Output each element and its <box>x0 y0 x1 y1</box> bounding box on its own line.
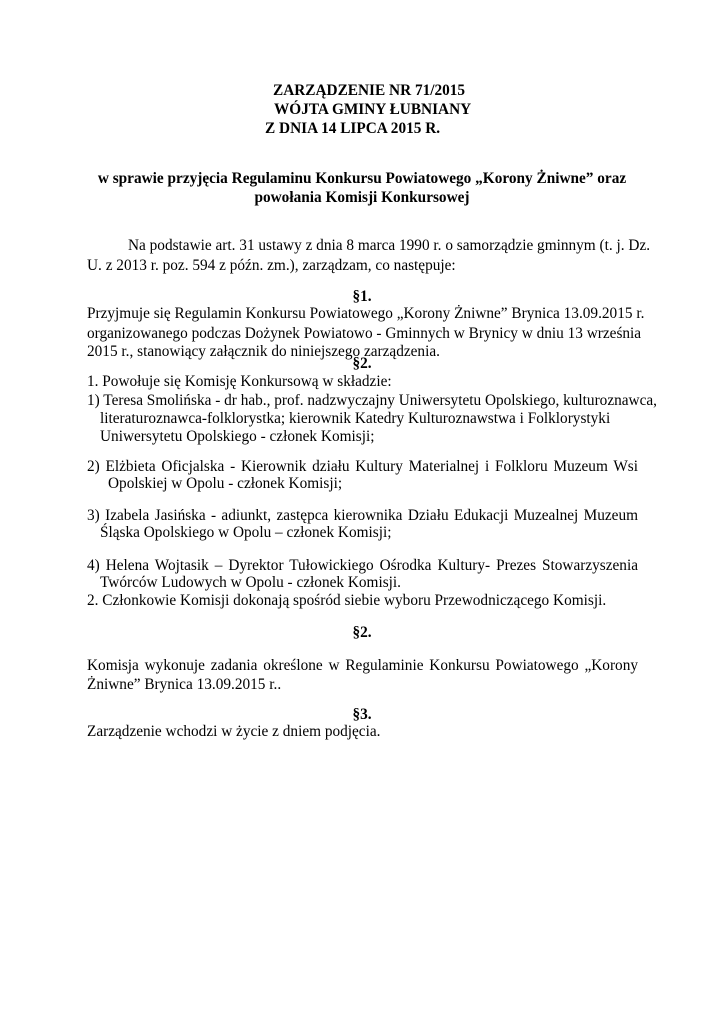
section-2-point-2: 2. Członkowie Komisji dokonają spośród siebie wyboru Przewodniczącego Komisji. <box>87 592 607 609</box>
section-2b-heading: §2. <box>352 624 372 641</box>
member-3-line-2: Śląska Opolskiego w Opolu – członek Komisji; <box>100 524 392 541</box>
decree-number: ZARZĄDZENIE NR 71/2015 <box>273 82 466 99</box>
section-1-line-3: 2015 r., stanowiący załącznik do niniejszego zarządzenia. <box>87 343 440 360</box>
member-2-line-2: Opolskiej w Opolu - członek Komisji; <box>108 475 343 492</box>
member-4-line-2: Twórców Ludowych w Opolu - członek Komisji. <box>100 574 401 591</box>
section-2b-line-1: Komisja wykonuje zadania określone w Regulaminie Konkursu Powiatowego „Korony <box>87 657 638 674</box>
subject-line-1: w sprawie przyjęcia Regulaminu Konkursu Powiatowego „Korony Żniwne” oraz <box>97 170 627 187</box>
section-3-heading: §3. <box>352 706 372 723</box>
preamble-line-2: U. z 2013 r. poz. 594 z późn. zm.), zarządzam, co następuje: <box>87 257 456 274</box>
member-3-line-1: 3) Izabela Jasińska - adiunkt, zastępca kierownika Działu Edukacji Muzealnej Muzeum <box>87 507 638 524</box>
member-2-line-1: 2) Elżbieta Oficjalska - Kierownik działu Kultury Materialnej i Folkloru Muzeum Wsi <box>87 458 638 475</box>
section-1-line-1: Przyjmuje się Regulamin Konkursu Powiatowego „Korony Żniwne” Brynica 13.09.2015 r. <box>87 305 645 322</box>
decree-date: Z DNIA 14 LIPCA 2015 R. <box>265 120 441 137</box>
section-2-intro: 1. Powołuje się Komisję Konkursową w składzie: <box>87 373 392 390</box>
preamble-line-1: Na podstawie art. 31 ustawy z dnia 8 marca 1990 r. o samorządzie gminnym (t. j. Dz. <box>128 237 651 254</box>
section-1-heading: §1. <box>352 288 372 305</box>
section-1-line-2: organizowanego podczas Dożynek Powiatowo - Gminnych w Brynicy w dniu 13 września <box>87 325 642 342</box>
section-2b-line-2: Żniwne” Brynica 13.09.2015 r.. <box>87 676 282 693</box>
issuer: WÓJTA GMINY ŁUBNIANY <box>274 101 472 118</box>
member-1-line-3: Uniwersytetu Opolskiego - członek Komisji; <box>100 428 375 445</box>
member-1-line-2: literaturoznawca-folklorystka; kierownik Katedry Kulturoznawstwa i Folklorystyki <box>100 410 611 427</box>
member-1-line-1: 1) Teresa Smolińska - dr hab., prof. nadzwyczajny Uniwersytetu Opolskiego, kulturoznawca, <box>87 392 657 409</box>
subject-line-2: powołania Komisji Konkursowej <box>254 189 470 206</box>
member-4-line-1: 4) Helena Wojtasik – Dyrektor Tułowickiego Ośrodka Kultury- Prezes Stowarzyszenia <box>87 557 638 574</box>
section-3-line-1: Zarządzenie wchodzi w życie z dniem podjęcia. <box>87 723 381 740</box>
section-2-heading: §2. <box>352 355 372 372</box>
